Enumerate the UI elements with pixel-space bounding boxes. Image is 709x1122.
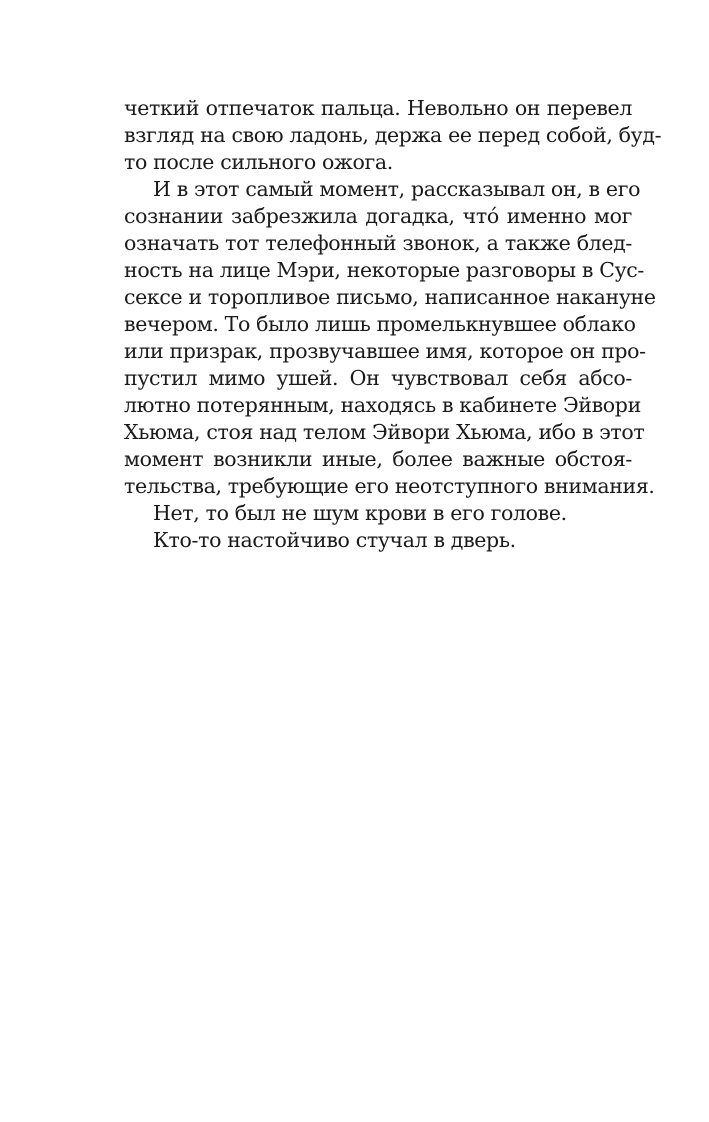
text-line: вечером. То было лишь промелькнувшее облако: [124, 312, 636, 336]
text-line: Кто-то настойчиво стучал в дверь.: [153, 528, 516, 552]
text-line: взгляд на свою ладонь, держа ее перед собой, буд-: [124, 123, 662, 147]
text-line: лютно потерянным, находясь в кабинете Эйвори: [124, 393, 641, 417]
text-line: четкий отпечаток пальца. Невольно он перевел: [124, 96, 632, 120]
text-line: означать тот телефонный звонок, а также блед-: [124, 231, 632, 255]
text-line: Хьюма, стоя над телом Эйвори Хьюма, ибо в этот: [124, 420, 645, 444]
text-line: Нет, то был не шум крови в его голове.: [153, 501, 567, 525]
text-line: сознании забрезжила догадка, что́ именно мог: [124, 204, 632, 228]
text-line: тельства, требующие его неотступного внимания.: [124, 474, 655, 498]
text-line: И в этот самый момент, рассказывал он, в его: [153, 177, 641, 201]
body-text: [124, 95, 662, 554]
text-line: или призрак, прозвучавшее имя, которое он про-: [124, 339, 646, 363]
text-line: сексе и торопливое письмо, написанное накануне: [124, 285, 656, 309]
text-line: ность на лице Мэри, некоторые разговоры в Сус-: [124, 258, 644, 282]
text-line: то после сильного ожога.: [124, 150, 393, 174]
text-line: пустил мимо ушей. Он чувствовал себя абсо-: [124, 366, 632, 390]
text-line: момент возникли иные, более важные обстоя-: [124, 447, 632, 471]
